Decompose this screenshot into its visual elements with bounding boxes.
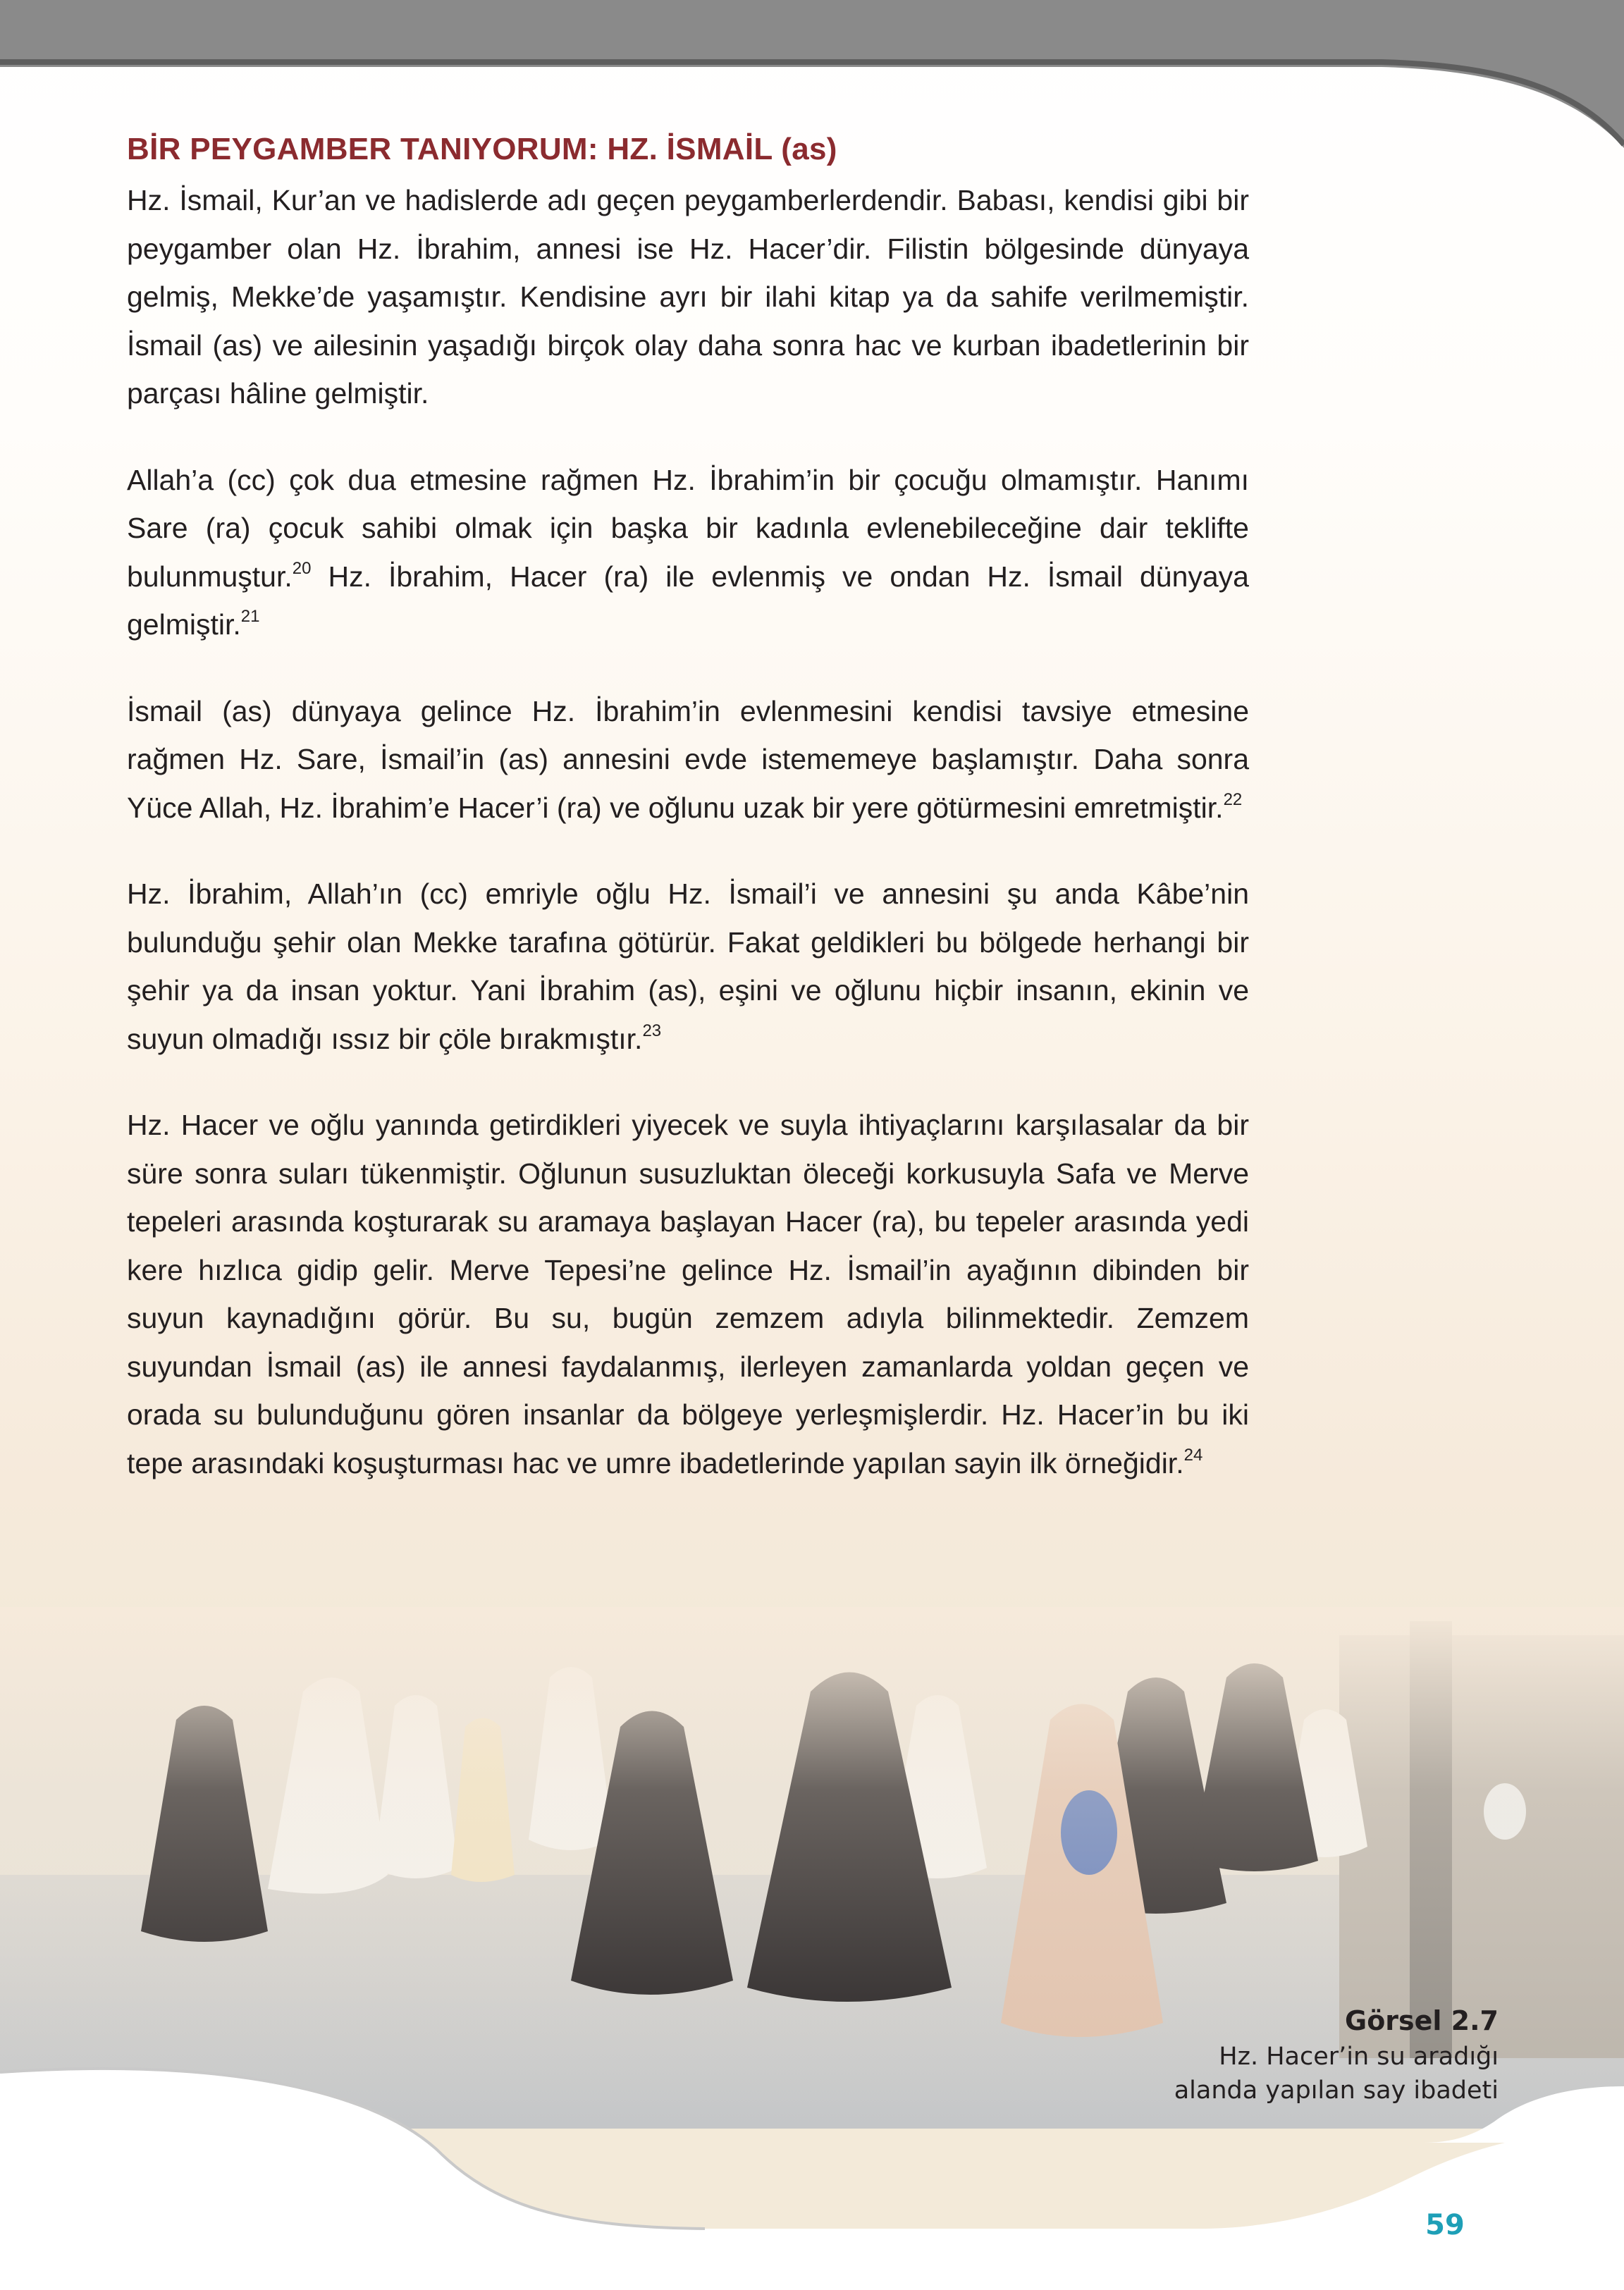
paragraph-4-text: Hz. İbrahim, Allah’ın (cc) emriyle oğlu Hz. İsmail’i ve annesini şu anda Kâbe’nin bulunduğu şehir olan Mekke tarafına götürür. Fakat geldikleri bu bölgede herhangi bir şehir ya da insan yoktur. Yani İbrahim (as), eşini ve oğlunu hiçbir insanın, ekinin ve suyun olmadığı ıssız bir çöle bırakmıştır. bbox=[127, 878, 1249, 1055]
footnote-ref-20: 20 bbox=[292, 558, 312, 578]
section-heading: BİR PEYGAMBER TANIYORUM: HZ. İSMAİL (as) bbox=[127, 132, 837, 166]
footnote-ref-24: 24 bbox=[1183, 1445, 1203, 1465]
paragraph-3 bbox=[127, 687, 1249, 832]
footnote-ref-23: 23 bbox=[642, 1021, 662, 1040]
paragraph-1-text: Hz. İsmail, Kur’an ve hadislerde adı geçen peygamberlerdendir. Babası, kendisi gibi bir peygamber olan Hz. İbrahim, annesi ise Hz. Hacer’dir. Filistin bölgesinde dünyaya gelmiş, Mekke’de yaşamıştır. Kendisine ayrı bir ilahi kitap ya da sahife verilmemiştir. İsmail (as) ve ailesinin yaşadığı birçok olay daha sonra hac ve kurban ibadetlerinin bir parçası hâline gelmiştir. bbox=[127, 184, 1249, 410]
page-number: 59 bbox=[1425, 2209, 1465, 2241]
figure-caption-line-1: Hz. Hacer’in su aradığı bbox=[1219, 2043, 1499, 2071]
figure-caption-line-2: alanda yapılan say ibadeti bbox=[1174, 2076, 1499, 2105]
paragraph-1 bbox=[127, 176, 1249, 418]
paragraph-2-text-b: Hz. İbrahim, Hacer (ra) ile evlenmiş ve ondan Hz. İsmail dünyaya gelmiştir. bbox=[127, 560, 1249, 641]
paragraph-2-text-a: Allah’a (cc) çok dua etmesine rağmen Hz. İbrahim’in bir çocuğu olmamıştır. Hanımı Sare (ra) çocuk sahibi olmak için başka bir kadınla evlenebileceğine dair teklifte bulunmuştur. bbox=[127, 463, 1249, 593]
paragraph-5-text: Hz. Hacer ve oğlu yanında getirdikleri yiyecek ve suyla ihtiyaçlarını karşılasalar da bir süre sonra suları tükenmiştir. Oğlunun susuzluktan öleceği korkusuyla Safa ve Merve tepeleri arasında koşturarak su aramaya başlayan Hacer (ra), bu tepeler arasında yedi kere hızlıca gidip gelir. Merve Tepesi’ne gelince Hz. İsmail’in ayağının dibinden bir suyun kaynadığını görür. Bu su, bugün zemzem adıyla bilinmektedir. Zemzem suyundan İsmail (as) ile annesi faydalanmış, ilerleyen zamanlarda yoldan geçen ve orada su bulunduğunu gören insanlar da bölgeye yerleşmişlerdir. Hz. Hacer’in bu iki tepe arasındaki koşuşturması hac ve umre ibadetlerinde yapılan sayin ilk örneğidir. bbox=[127, 1109, 1249, 1479]
paragraph-2 bbox=[127, 456, 1249, 649]
figure-caption bbox=[1005, 2002, 1499, 2107]
footnote-ref-22: 22 bbox=[1223, 789, 1243, 809]
footnote-ref-21: 21 bbox=[240, 607, 260, 626]
paragraph-3-text: İsmail (as) dünyaya gelince Hz. İbrahim’in evlenmesini kendisi tavsiye etmesine rağmen Hz. Sare, İsmail’in (as) annesini evde istememeye başlamıştır. Daha sonra Yüce Allah, Hz. İbrahim’e Hacer’i (ra) ve oğlunu uzak bir yere götürmesini emretmiştir. bbox=[127, 694, 1249, 824]
figure-label: Görsel 2.7 bbox=[1345, 2005, 1499, 2036]
main-content bbox=[127, 128, 1249, 1525]
paragraph-4 bbox=[127, 870, 1249, 1063]
paragraph-5 bbox=[127, 1101, 1249, 1487]
